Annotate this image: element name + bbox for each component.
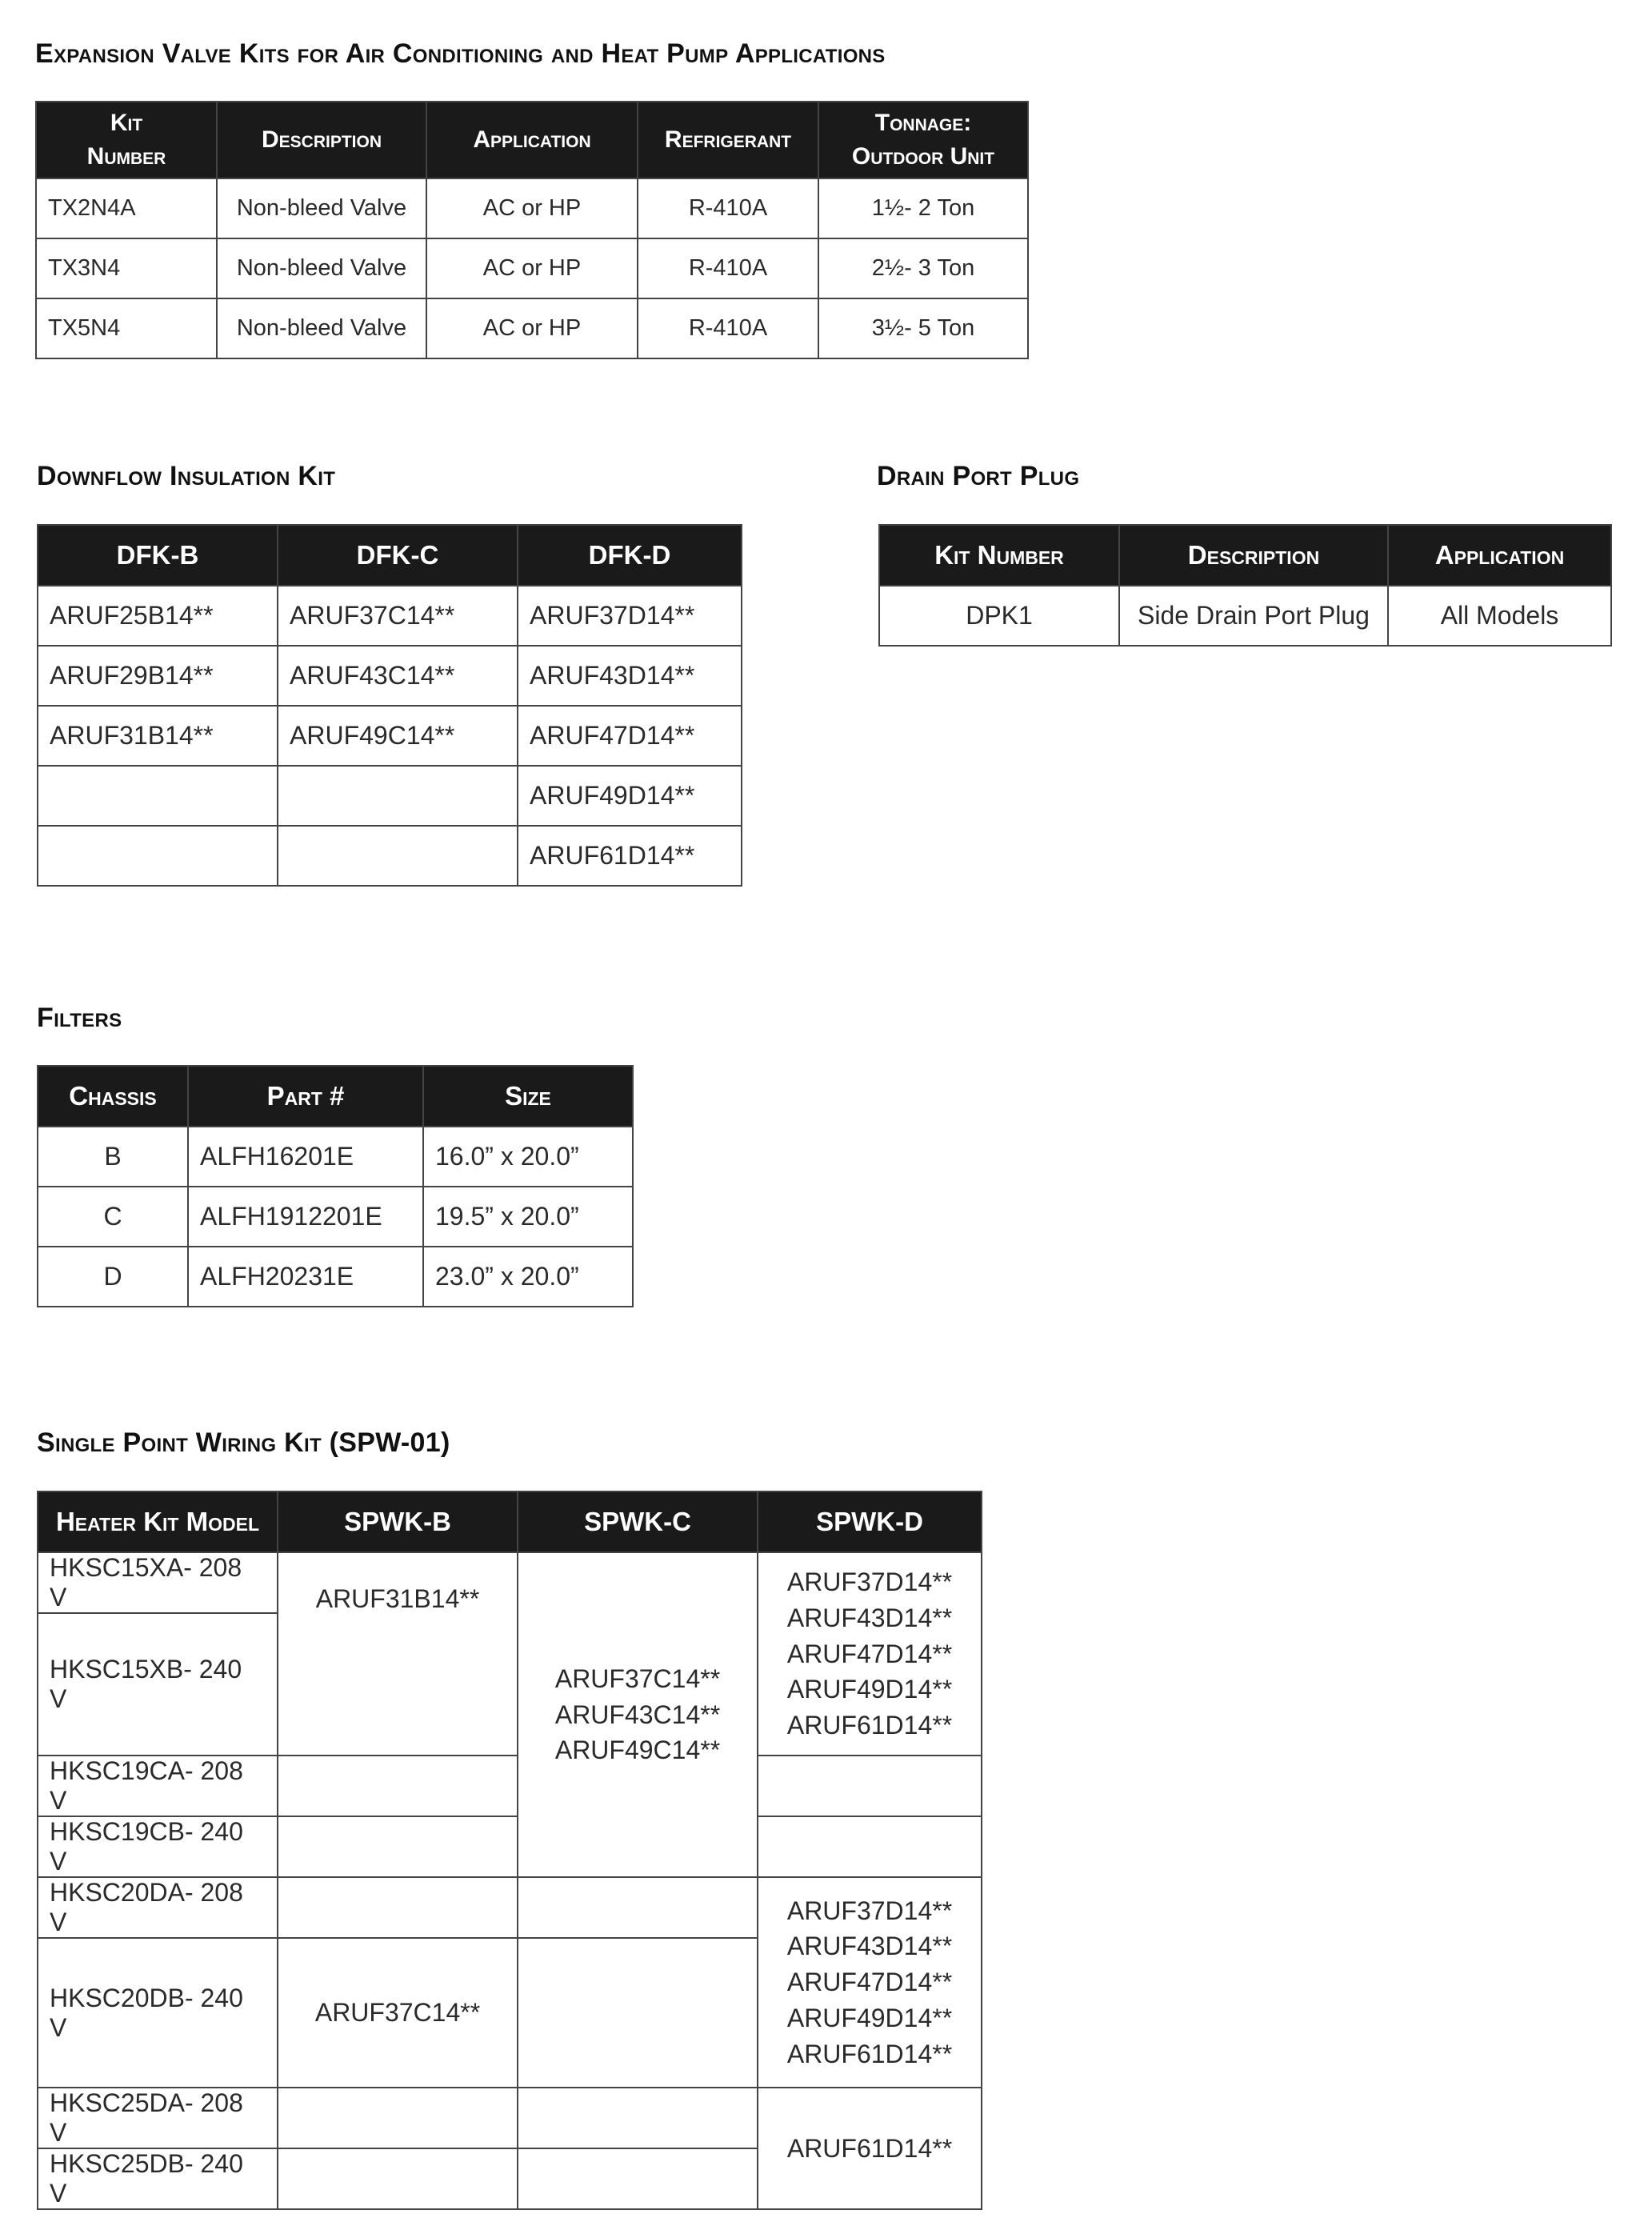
drain-header-row (879, 525, 1611, 586)
wiring-kit-table (37, 1491, 982, 2210)
header-size: Size (423, 1066, 633, 1127)
chassis-cell: C (38, 1187, 188, 1247)
application-cell: AC or HP (426, 238, 638, 298)
description-cell: Side Drain Port Plug (1119, 586, 1388, 646)
size-cell: 23.0” x 20.0” (423, 1247, 633, 1307)
size-cell: 19.5” x 20.0” (423, 1187, 633, 1247)
spwk-c-cell (518, 2148, 758, 2209)
spwk-c-cell (518, 1938, 758, 2088)
application-cell: AC or HP (426, 178, 638, 238)
wiring-kit-heading: Single Point Wiring Kit (SPW-01) (37, 1427, 450, 1458)
spwk-b-cell: ARUF37C14** (278, 1938, 518, 2088)
dfk-b-cell (38, 766, 278, 826)
description-cell: Non-bleed Valve (217, 298, 426, 358)
wiring-header-row (38, 1491, 982, 1552)
part-number-cell: ALFH16201E (188, 1127, 423, 1187)
tonnage-cell: 1½- 2 Ton (818, 178, 1028, 238)
table-row (36, 238, 1028, 298)
heater-model-cell: HKSC15XA- 208 V (38, 1552, 278, 1613)
chassis-cell: D (38, 1247, 188, 1307)
spwk-c-cell (518, 1877, 758, 1938)
dfk-d-cell: ARUF61D14** (518, 826, 742, 886)
spwk-b-cell (278, 1816, 518, 1877)
part-number-cell: ALFH1912201E (188, 1187, 423, 1247)
dfk-c-cell: ARUF43C14** (278, 646, 518, 706)
header-application: Application (1388, 525, 1611, 586)
tonnage-cell: 3½- 5 Ton (818, 298, 1028, 358)
table-row (38, 2088, 982, 2148)
table-row (38, 826, 742, 886)
header-tonnage: Tonnage: Outdoor Unit (818, 102, 1028, 178)
header-spwk-c: SPWK-C (518, 1491, 758, 1552)
tonnage-cell: 2½- 3 Ton (818, 238, 1028, 298)
dfk-b-cell: ARUF31B14** (38, 706, 278, 766)
dfk-d-cell: ARUF43D14** (518, 646, 742, 706)
filters-header-row (38, 1066, 633, 1127)
refrigerant-cell: R-410A (638, 298, 818, 358)
dfk-c-cell (278, 766, 518, 826)
table-row (36, 178, 1028, 238)
spwk-d-cell: ARUF37D14** ARUF43D14** ARUF47D14** ARUF49D14** ARUF61D14** (758, 1552, 982, 1756)
spwk-c-cell (518, 2088, 758, 2148)
description-cell: Non-bleed Valve (217, 178, 426, 238)
description-cell: Non-bleed Valve (217, 238, 426, 298)
downflow-heading: Downflow Insulation Kit (37, 461, 336, 491)
downflow-header-row (38, 525, 742, 586)
table-row (38, 766, 742, 826)
dfk-d-cell: ARUF47D14** (518, 706, 742, 766)
expansion-valve-table (35, 101, 1029, 359)
expansion-valve-heading: Expansion Valve Kits for Air Conditioning and Heat Pump Applications (35, 38, 886, 69)
expansion-header-row (36, 102, 1028, 178)
header-part-number: Part # (188, 1066, 423, 1127)
heater-model-cell: HKSC20DA- 208 V (38, 1877, 278, 1938)
spwk-b-cell (278, 2148, 518, 2209)
spwk-b-cell (278, 2088, 518, 2148)
table-row (38, 1756, 982, 1816)
application-cell: All Models (1388, 586, 1611, 646)
header-chassis: Chassis (38, 1066, 188, 1127)
refrigerant-cell: R-410A (638, 238, 818, 298)
heater-model-cell: HKSC19CB- 240 V (38, 1816, 278, 1877)
dfk-c-cell: ARUF37C14** (278, 586, 518, 646)
dfk-c-cell (278, 826, 518, 886)
dfk-b-cell (38, 826, 278, 886)
filters-table (37, 1065, 634, 1307)
filters-heading: Filters (37, 1003, 122, 1033)
dfk-b-cell: ARUF29B14** (38, 646, 278, 706)
header-dfk-c: DFK-C (278, 525, 518, 586)
spwk-d-cell: ARUF37D14** ARUF43D14** ARUF47D14** ARUF49D14** ARUF61D14** (758, 1877, 982, 2088)
header-heater-kit-model: Heater Kit Model (38, 1491, 278, 1552)
refrigerant-cell: R-410A (638, 178, 818, 238)
header-dfk-d: DFK-D (518, 525, 742, 586)
table-row (38, 706, 742, 766)
header-dfk-b: DFK-B (38, 525, 278, 586)
header-kit-number: Kit Number (36, 102, 217, 178)
table-row (38, 1187, 633, 1247)
kit-number-cell: TX5N4 (36, 298, 217, 358)
spwk-d-cell: ARUF61D14** (758, 2088, 982, 2209)
drain-port-heading: Drain Port Plug (877, 461, 1080, 491)
heater-model-cell: HKSC20DB- 240 V (38, 1938, 278, 2088)
heater-model-cell: HKSC19CA- 208 V (38, 1756, 278, 1816)
table-row (38, 646, 742, 706)
spwk-c-cell: ARUF37C14** ARUF43C14** ARUF49C14** (518, 1552, 758, 1877)
dfk-d-cell: ARUF37D14** (518, 586, 742, 646)
downflow-table (37, 524, 742, 887)
table-row (38, 1816, 982, 1877)
dfk-c-cell: ARUF49C14** (278, 706, 518, 766)
table-row (879, 586, 1611, 646)
heater-model-cell: HKSC15XB- 240 V (38, 1613, 278, 1756)
kit-number-cell: TX2N4A (36, 178, 217, 238)
header-application: Application (426, 102, 638, 178)
header-description: Description (1119, 525, 1388, 586)
heater-model-cell: HKSC25DA- 208 V (38, 2088, 278, 2148)
header-spwk-b: SPWK-B (278, 1491, 518, 1552)
header-refrigerant: Refrigerant (638, 102, 818, 178)
table-row (38, 1127, 633, 1187)
kit-number-cell: DPK1 (879, 586, 1119, 646)
table-row (38, 1552, 982, 1613)
spwk-b-cell (278, 1877, 518, 1938)
size-cell: 16.0” x 20.0” (423, 1127, 633, 1187)
drain-port-table (878, 524, 1612, 647)
application-cell: AC or HP (426, 298, 638, 358)
spwk-b-cell (278, 1756, 518, 1816)
spwk-d-cell (758, 1816, 982, 1877)
spwk-b-cell: ARUF31B14** (278, 1552, 518, 1756)
heater-model-cell: HKSC25DB- 240 V (38, 2148, 278, 2209)
table-row (36, 298, 1028, 358)
spwk-d-cell (758, 1756, 982, 1816)
kit-number-cell: TX3N4 (36, 238, 217, 298)
table-row (38, 1247, 633, 1307)
table-row (38, 1877, 982, 1938)
header-description: Description (217, 102, 426, 178)
dfk-d-cell: ARUF49D14** (518, 766, 742, 826)
dfk-b-cell: ARUF25B14** (38, 586, 278, 646)
header-spwk-d: SPWK-D (758, 1491, 982, 1552)
table-row (38, 586, 742, 646)
header-kit-number: Kit Number (879, 525, 1119, 586)
chassis-cell: B (38, 1127, 188, 1187)
part-number-cell: ALFH20231E (188, 1247, 423, 1307)
